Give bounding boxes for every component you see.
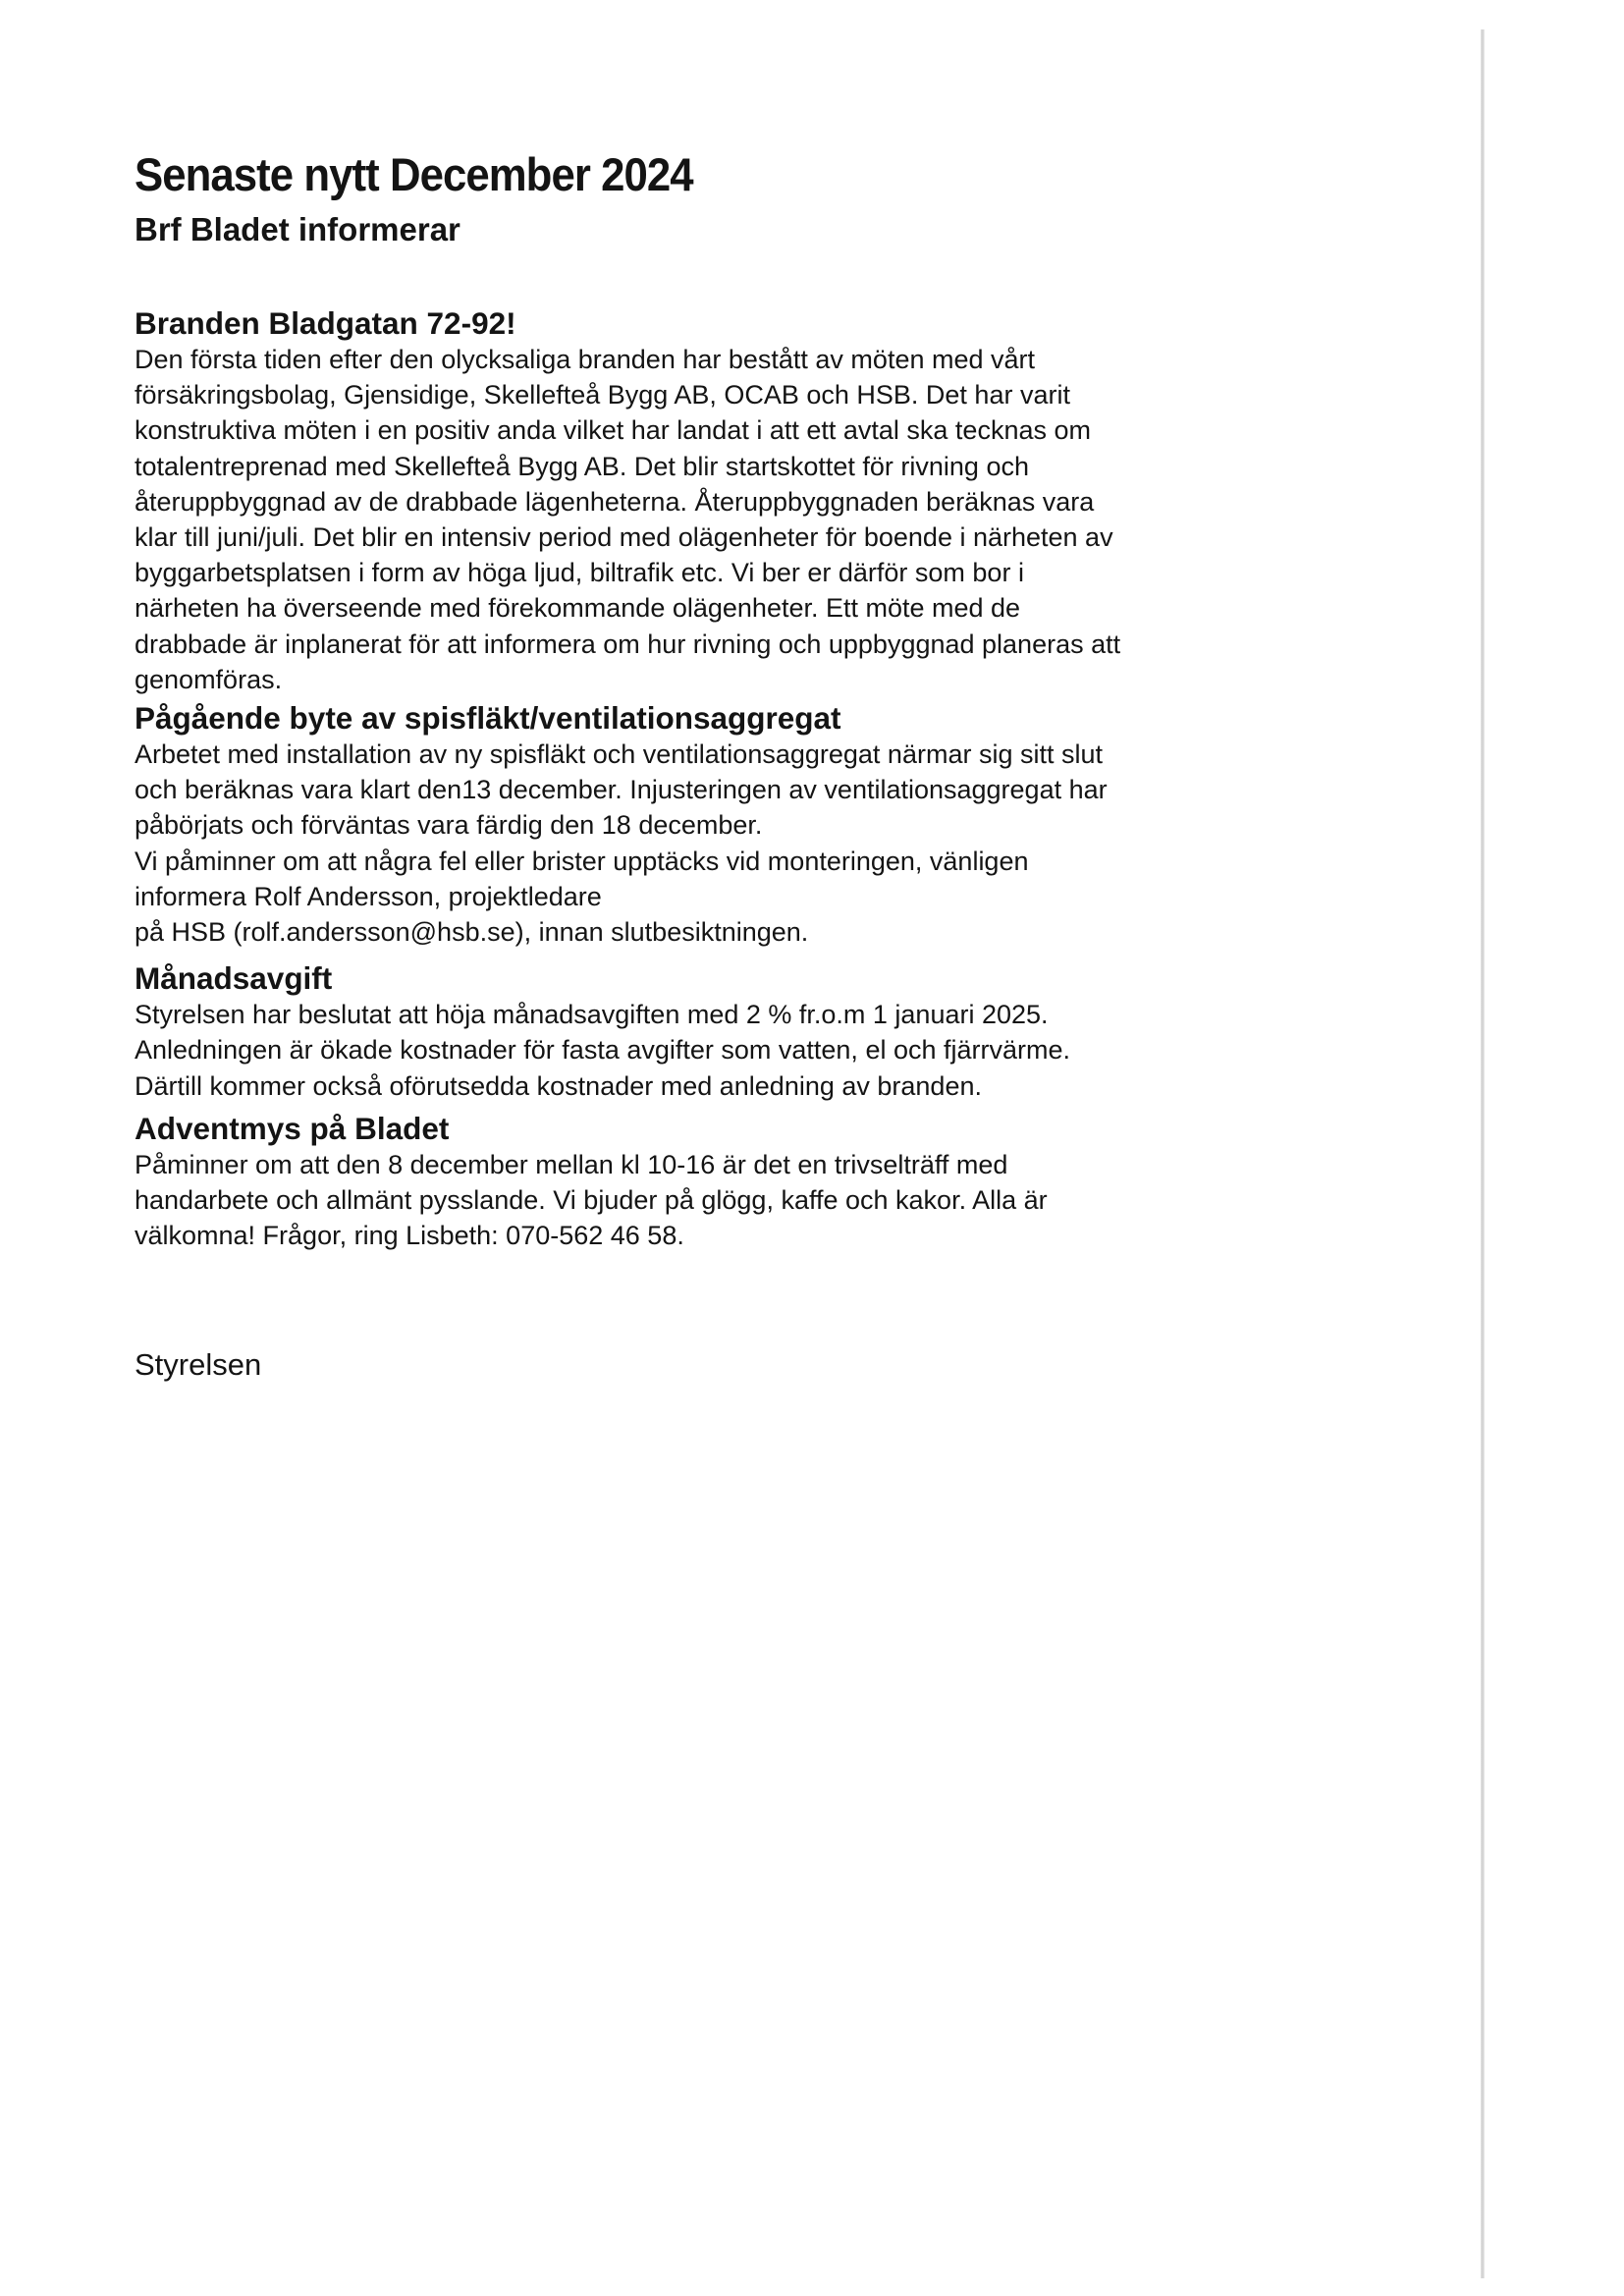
paragraph-line: välkomna! Frågor, ring Lisbeth: 070-562 46 58. (135, 1221, 684, 1251)
paragraph-line: på HSB (rolf.andersson@hsb.se), innan slutbesiktningen. (135, 917, 809, 948)
section-paragraph (135, 1147, 1293, 1254)
section-heading: Pågående byte av spisfläkt/ventilationsaggregat (135, 700, 841, 737)
paragraph-line: handarbete och allmänt pysslande. Vi bjuder på glögg, kaffe och kakor. Alla är (135, 1185, 1048, 1216)
section-spisflakt (135, 699, 1293, 950)
paragraph-line: Anledningen är ökade kostnader för fasta avgifter som vatten, el och fjärrvärme. (135, 1035, 1071, 1066)
paragraph-line: konstruktiva möten i en positiv anda vilket har landat i att ett avtal ska tecknas om (135, 415, 1091, 446)
paragraph-line: återuppbyggnad av de drabbade lägenheterna. Återuppbyggnaden beräknas vara (135, 486, 1095, 517)
section-heading: Adventmys på Bladet (135, 1110, 450, 1146)
paragraph-line: Vi påminner om att några fel eller brister upptäcks vid monteringen, vänligen (135, 846, 1029, 876)
section-heading: Branden Bladgatan 72-92! (135, 305, 516, 341)
section-paragraph (135, 997, 1293, 1104)
section-paragraph (135, 342, 1293, 697)
paragraph-line: Arbetet med installation av ny spisfläkt och ventilationsaggregat närmar sig sitt slut (135, 739, 1103, 770)
scan-edge-line (1481, 29, 1485, 2278)
paragraph-line: påbörjats och förväntas vara färdig den 18 december. (135, 810, 763, 841)
paragraph-line: genomföras. (135, 664, 283, 694)
section-paragraph (135, 737, 1293, 950)
paragraph-line: drabbade är inplanerat för att informera om hur rivning och uppbyggnad planeras att (135, 629, 1121, 659)
section-heading: Månadsavgift (135, 960, 333, 997)
document-subtitle: Brf Bladet informerar (135, 211, 460, 247)
paragraph-line: närheten ha överseende med förekommande olägenheter. Ett möte med de (135, 593, 1021, 624)
paragraph-line: Styrelsen har beslutat att höja månadsavgiften med 2 % fr.o.m 1 januari 2025. (135, 1000, 1049, 1030)
paragraph-line: klar till juni/juli. Det blir en intensiv period med olägenheter för boende i närheten av (135, 522, 1113, 553)
document-title: Senaste nytt December 2024 (135, 148, 693, 200)
paragraph-line: informera Rolf Andersson, projektledare (135, 881, 602, 911)
paragraph-line: och beräknas vara klart den13 december. Injusteringen av ventilationsaggregat har (135, 775, 1108, 805)
paragraph-line: Påminner om att den 8 december mellan kl 10-16 är det en trivselträff med (135, 1149, 1008, 1179)
section-manadsavgift (135, 959, 1293, 1104)
document-page (135, 147, 1293, 1385)
paragraph-line: byggarbetsplatsen i form av höga ljud, biltrafik etc. Vi ber er därför som bor i (135, 558, 1024, 588)
section-branden (135, 304, 1293, 697)
paragraph-line: Därtill kommer också oförutsedda kostnader med anledning av branden. (135, 1070, 982, 1101)
section-adventmys (135, 1110, 1293, 1254)
paragraph-line: försäkringsbolag, Gjensidige, Skellefteå Bygg AB, OCAB och HSB. Det har varit (135, 380, 1070, 410)
paragraph-line: totalentreprenad med Skellefteå Bygg AB. Det blir startskottet för rivning och (135, 451, 1029, 481)
signature: Styrelsen (135, 1347, 262, 1383)
paragraph-line: Den första tiden efter den olycksaliga branden har bestått av möten med vårt (135, 345, 1036, 374)
